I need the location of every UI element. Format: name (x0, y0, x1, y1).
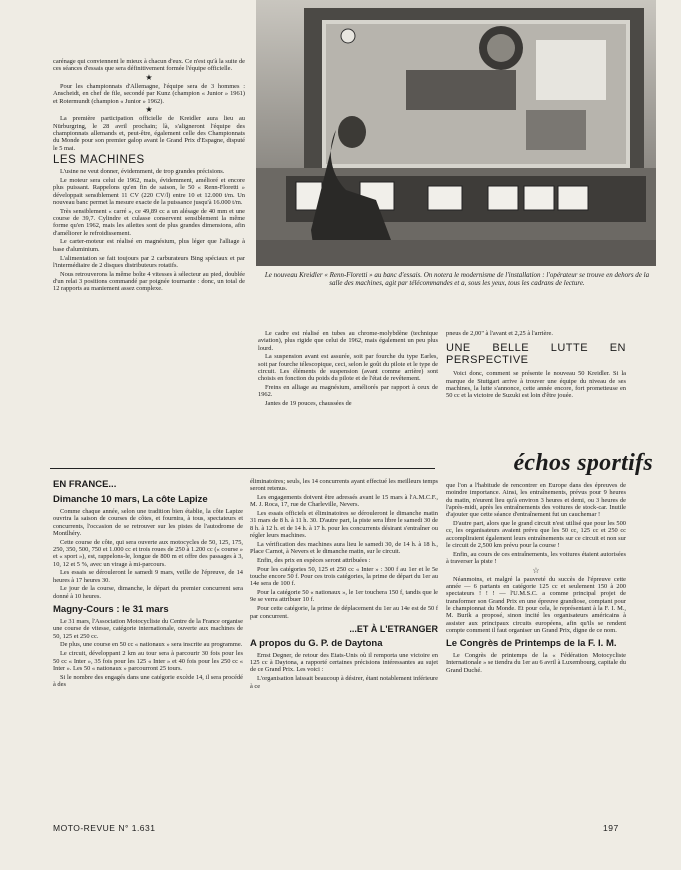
paragraph: Pour la catégorie 50 « nationaux », le 1er touchera 150 f, tandis que le 9e se verra attribuer 10 f. (250, 589, 438, 604)
paragraph: Le cadre est réalisé en tubes au chrome-molybdène (technique aviation), plus rigide que celui de 1962, mais également un peu plus lourd. (258, 330, 438, 352)
star-separator-icon: ☆ (532, 565, 540, 575)
article-subheading: Dimanche 10 mars, La côte Lapize (53, 494, 208, 505)
section-divider (50, 468, 435, 469)
news-column-a (53, 480, 243, 690)
paragraph: carénage qui conviennent le mieux à chacun d'eux. Ce n'est qu'à la suite de ces séances d'essais que sera définitivement formée l'équipe officielle. (53, 58, 245, 73)
paragraph: L'alimentation se fait toujours par 2 carburateurs Bing spéciaux et par l'intermédiaire de 2 disques distributeurs rotatifs. (53, 254, 245, 269)
footer-publication: MOTO-REVUE N° 1.631 (53, 823, 156, 833)
paragraph: Pour les catégories 50, 125 et 250 cc « Inter » : 300 f au 1er et le 5e touche encore 50 f. Pour ces trois catégories, la prime de départ du 1er au 14e sera de 100 f. (250, 565, 438, 588)
paragraph: Le moteur sera celui de 1962, mais, évidemment, amélioré et encore plus puissant. Rappelons qu'en fin de saison, le 50 « Renn-Floretti » développait sensiblement 11 CV (220 CV/l) entre 10 et 12.000 t/m. Un nouveau banc permet la mesure exacte de la puissance jusqu'à 16.000 t/m. (53, 177, 245, 206)
paragraph: La première participation officielle de Kreidler aura lieu au Nürburgring, le 28 avril prochain; là, s'aligneront l'équipe des championnats allemands et, peut-être, également celle des Championnats du Monde pour son premier galop avant le Grand Prix d'Espagne, disputé le 5 mai. (53, 115, 245, 152)
paragraph: Pour les championnats d'Allemagne, l'équipe sera de 3 hommes : Anscheidt, en chef de file, secondé par Kunz (champion « Junior » 1961) et Rotermundt (champion « Junior » 1962). (53, 83, 245, 105)
paragraph: Les essais officiels et éliminatoires se dérouleront le dimanche matin 31 mars de 8 h. à 11 h. 30. D'autre part, la piste sera libre le samedi 30 de 8 h. à 12 h. et de 14 h. à 17 h. pour les concurrents désirant s'entraîner ou régler leurs machines. (250, 510, 438, 540)
article-subheading: Magny-Cours : le 31 mars (53, 604, 169, 616)
paragraph: La vérification des machines aura lieu le samedi 30, de 14 h. à 18 h., Place Carnot, à Nevers et le dimanche matin, sur le circuit. (250, 540, 438, 556)
paragraph: Le jour de la course, dimanche, le départ du premier concurrent sera donné à 10 heures. (53, 585, 243, 600)
paragraph: Cette course de côte, qui sera ouverte aux motocycles de 50, 125, 175, 250, 350, 500, 750 et 1.000 cc et trois roues de 250 à 1.200 cc (« course » et « sport »), est, rappelons-le, longue de 800 m et offre des passages à 3, 10, 12 et 5 %, avec un virage à mi-parcours. (53, 538, 243, 568)
article-subheading: Le Congrès de Printemps de la F. I. M. (446, 638, 617, 650)
paragraph: Très sensiblement « carré », ce 49,89 cc a un alésage de 40 mm et une course de 39,7. Cylindre et culasse conservent sensiblement la même forme qu'en 1962, mais les ailettes sont de plus grandes dimensions, afin d'améliorer le refroidissement. (53, 207, 245, 237)
paragraph: La suspension avant est assurée, soit par fourche du type Earles, soit par fourche télescopique, ceci, selon le goût du pilote et le type de circuit. Les éléments de suspension (avant comme arrière) sont choisis en fonction du poids du pilote et de l'état de revêtement. (258, 353, 438, 383)
paragraph: Si le nombre des engagés dans une catégorie excède 14, il sera procédé à des (53, 673, 243, 688)
star-separator-icon: ★ (145, 105, 153, 115)
paragraph: L'organisation laissait beaucoup à désirer, étant notablement inférieure à ce (250, 675, 438, 690)
paragraph: Le Congrès de printemps de la « Fédération Motocycliste Internationale » se tiendra du 1er au 6 avril à Luxembourg, capitale du Grand Duché. (446, 652, 626, 674)
test-bench-photo (256, 0, 656, 266)
paragraph: Nous retrouverons la même boîte 4 vitesses à sélecteur au pied, doublée d'un relai 3 positions commandé par poignée tournante : donc, un total de 12 rapports au maniement assez complexe. (53, 270, 245, 293)
news-column-c (446, 482, 626, 676)
paragraph: éliminatoires; seuls, les 14 concurrents ayant effectué les meilleurs temps seront retenus. (250, 478, 438, 493)
paragraph: Comme chaque année, selon une tradition bien établie, la côte Lapize ouvrira la saison de courses de côtes, et fournira, à tous, spectateurs et concurrents, l'occasion de se retrouver sur les pistes de l'autodrome de Montlhéry. (53, 508, 243, 537)
paragraph: Enfin, des prix en espèces seront attribuées : (257, 556, 371, 564)
paragraph: Pour cette catégorie, la prime de déplacement du 1er au 14e est de 50 f par concurrent. (250, 605, 438, 620)
paragraph: Jantes de 19 pouces, chaussées de (265, 400, 352, 408)
paragraph: Freins en alliage au magnésium, améliorés par rapport à ceux de 1962. (258, 384, 438, 399)
article-column-2 (258, 330, 438, 409)
paragraph: De plus, une course en 50 cc « nationaux » sera inscrite au programme. (60, 641, 243, 649)
article-column-3 (446, 330, 626, 401)
paragraph: Le carter-moteur est réalisé en magnésium, plus léger que l'alliage à base d'aluminium. (53, 238, 245, 253)
paragraph: que l'on a l'habitude de rencontrer en Europe dans des épreuves de moindre importance. Ainsi, les entraînements, prévus pour 9 heures du matin, n'eurent lieu qu'à environ 3 heures et demi, ou 3 heures de l'après-midi, après les entraînements des voitures de stock-car. Inutile d'ajouter que cette séance d'entraînement fut un cauchemar ! (446, 482, 626, 519)
paragraph: L'usine ne veut donner, évidemment, de trop grandes précisions. (60, 168, 225, 176)
star-separator-icon: ★ (145, 73, 153, 83)
section-heading: LES MACHINES (53, 153, 145, 166)
paragraph: Les engagements doivent être adressés avant le 15 mars à l'A.M.C.F., M. J. Roca, 17, rue de Charleville, Nevers. (250, 494, 438, 509)
paragraph: Enfin, au cours de ces entraînements, les voitures étaient autorisées à traverser la piste ! (446, 550, 626, 565)
paragraph: Voici donc, comment se présente le nouveau 50 Kreidler. Si la marque de Stuttgart arrive à trouver une équipe du niveau de ses machines, la lutte s'annonce, cette année encore, fort prometteuse en 50 cc et la victoire de Suzuki est loin d'être jouée. (446, 370, 626, 400)
section-heading: ...ET À L'ETRANGER (349, 623, 438, 634)
news-column-b (250, 478, 438, 691)
paragraph: pneus de 2,00" à l'avant et 2,25 à l'arrière. (446, 330, 553, 337)
article-subheading: A propos du G. P. de Daytona (250, 637, 383, 649)
photo-caption: Le nouveau Kreidler « Renn-Floretti » au banc d'essais. On notera le modernisme de l'installation : l'opérateur se trouve en dehors de la salle des machines, agit par télécommandes et a, sous les yeux, tous les cadrans de lecture. (264, 271, 650, 287)
paragraph: Néanmoins, et malgré la pauvreté du succès de l'épreuve cette année — 6 partants en catégorie 125 cc et seulement 150 à 200 spectateurs ! ! ! — l'U.M.S.C. a comme principal projet de transformer son Grand Prix en une épreuve grandiose, comptant pour le championnat du Monde. Et pour cela, le représentant à la F. I. M., M. Burik a proposé, sinon incité les organisateurs américains à assister aux principaux circuits européens, afin qu'ils se rendent compte comment il faut organiser un Grand Prix, digne de ce nom. (446, 575, 626, 634)
paragraph: Le 31 mars, l'Association Motocycliste du Centre de la France organise une course de vitesse, catégorie internationale, ouverte aux machines de 50, 125 et 250 cc. (53, 618, 243, 640)
section-heading: UNE BELLE LUTTE EN PERSPECTIVE (446, 342, 626, 367)
section-title: échos sportifs (513, 450, 653, 476)
page-number: 197 (603, 823, 619, 833)
photo-illustration (256, 0, 656, 266)
paragraph: Les essais se dérouleront le samedi 9 mars, veille de l'épreuve, de 14 heures à 17 heures 30. (53, 569, 243, 584)
paragraph: Le circuit, développant 2 km au tour sera à parcourir 30 fois pour les 50 cc « Inter », 35 fois pour les 125 « Inter » et 40 fois pour les 250 cc « Inter ». Les 50 « nationaux » parcourront 25 tours. (53, 650, 243, 672)
article-column-1 (53, 58, 245, 294)
paragraph: D'autre part, alors que le grand circuit n'est utilisé que pour les 500 cc, les organisateurs avaient prévu que les 50 cc, 125 cc et 250 cc accompliraient également leurs entraînements sur ce circuit et non sur le circuit de 2,500 km prévu pour la course ! (446, 519, 626, 549)
paragraph: Ernst Degner, de retour des Etats-Unis où il remporta une victoire en 125 cc à Daytona, a rapporté certaines précisions intéressantes au sujet de ce Grand Prix. Les voici : (250, 651, 438, 674)
section-heading: EN FRANCE... (53, 479, 117, 490)
